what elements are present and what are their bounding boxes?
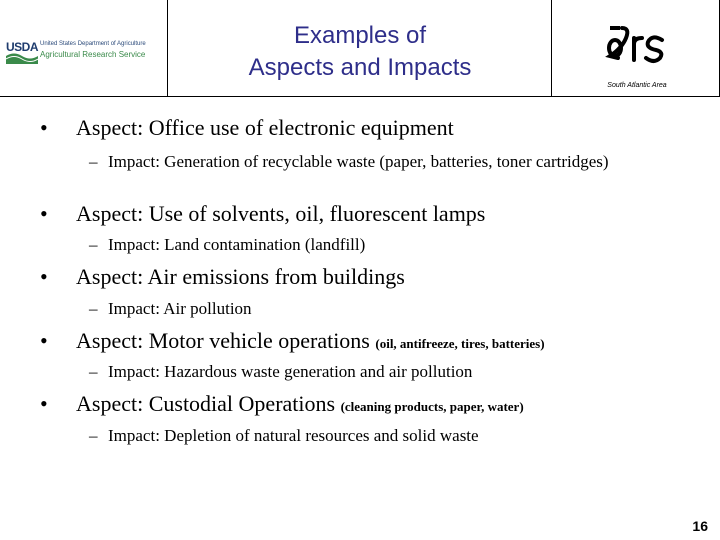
- usda-ars-logo: [6, 38, 166, 64]
- usda-wordmark: USDA: [6, 40, 39, 54]
- aspect-note: (cleaning products, paper, water): [340, 399, 524, 414]
- dash-marker: –: [89, 152, 98, 171]
- title-line-1: Examples of: [293, 22, 427, 49]
- bullet-marker: •: [40, 391, 48, 416]
- impact-text: Impact: Land contamination (landfill): [108, 235, 366, 254]
- bullet-marker: •: [40, 115, 48, 140]
- impact-text: Impact: Depletion of natural resources and solid waste: [108, 426, 479, 445]
- bullet-marker: •: [40, 201, 48, 226]
- header-divider-middle: [551, 0, 552, 96]
- dash-marker: –: [89, 235, 98, 254]
- dash-marker: –: [89, 426, 98, 445]
- aspect-label: Aspect: Office use of electronic equipment: [76, 115, 454, 140]
- page-number: 16: [692, 518, 708, 534]
- header-bottom-rule: [0, 96, 720, 97]
- slide-header: [0, 0, 720, 96]
- bullet-marker: •: [40, 264, 48, 289]
- aspect-text: [76, 199, 485, 229]
- aspect-text: [76, 113, 454, 143]
- aspect-text: [76, 326, 545, 359]
- aspect-label: Aspect: Air emissions from buildings: [76, 264, 405, 289]
- ars-logo-icon: [604, 24, 668, 66]
- impact-text: Impact: Air pollution: [108, 299, 252, 318]
- impact-text: Impact: Hazardous waste generation and air pollution: [108, 362, 473, 381]
- aspect-label: Aspect: Custodial Operations: [76, 391, 336, 416]
- aspect-label: Aspect: Motor vehicle operations: [76, 328, 370, 353]
- bullet-marker: •: [40, 328, 48, 353]
- ars-agency-line: Agricultural Research Service: [40, 50, 146, 59]
- aspect-text: [76, 389, 524, 422]
- aspect-note: (oil, antifreeze, tires, batteries): [375, 336, 545, 351]
- ars-logo-caption: South Atlantic Area: [607, 82, 667, 89]
- impact-text: Impact: Generation of recyclable waste (paper, batteries, toner cartridges): [108, 152, 609, 171]
- aspect-text: [76, 262, 405, 292]
- slide-title: [168, 20, 552, 84]
- dash-marker: –: [89, 362, 98, 381]
- usda-agency-line: United States Department of Agriculture: [40, 41, 146, 47]
- aspect-label: Aspect: Use of solvents, oil, fluorescent lamps: [76, 201, 486, 226]
- dash-marker: –: [89, 299, 98, 318]
- title-line-2: Aspects and Impacts: [248, 54, 472, 81]
